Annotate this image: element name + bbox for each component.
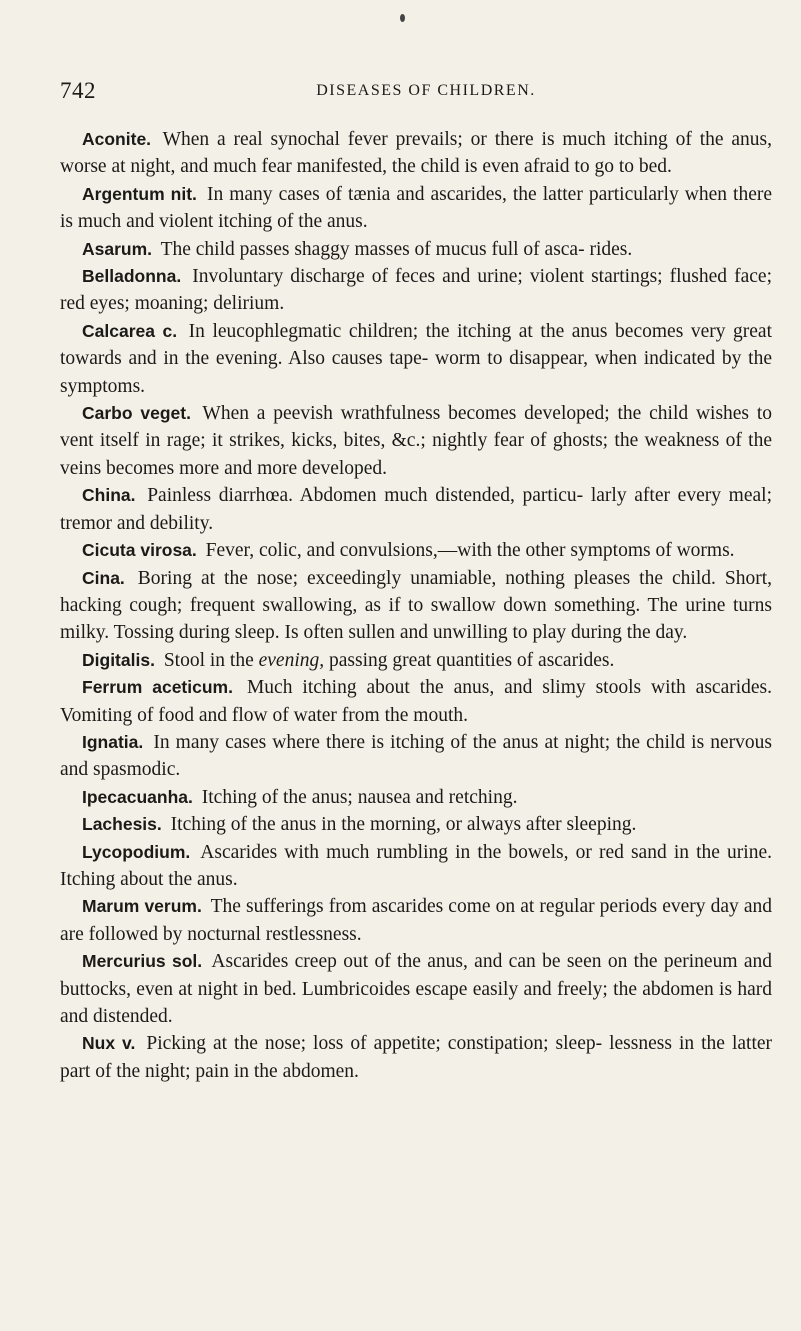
remedy-list [60,126,772,1085]
remedy-name: Carbo veget. [82,403,191,424]
remedy-entry-calcarea-c [60,318,772,400]
remedy-name: Ferrum aceticum. [82,677,233,698]
remedy-description: Ascarides with much rumbling in the bowels, or red sand in the urine. Itching about the anus. [60,841,772,890]
book-page [60,78,772,1085]
remedy-entry-ipecacuanha [60,784,772,811]
remedy-description [164,650,615,671]
remedy-name: Cina. [82,567,125,588]
running-header [60,78,772,108]
remedy-name: Marum verum. [82,896,202,917]
remedy-description: Involuntary discharge of feces and urine; violent startings; flushed face; red eyes; moaning; delirium. [60,266,772,315]
remedy-description: When a real synochal fever prevails; or there is much itching of the anus, worse at night, and much fear manifested, the child is even afraid to go to bed. [60,129,772,178]
remedy-entry-ignatia [60,729,772,784]
remedy-entry-asarum [60,236,772,263]
remedy-name: Argentum nit. [82,183,197,204]
remedy-name: Lycopodium. [82,841,191,862]
remedy-entry-lycopodium [60,839,772,894]
remedy-entry-digitalis [60,647,772,674]
remedy-name: Lachesis. [82,814,162,835]
remedy-entry-argentum-nit [60,181,772,236]
remedy-entry-marum-verum [60,893,772,948]
remedy-name: China. [82,485,136,506]
remedy-description: Itching of the anus in the morning, or always after sleeping. [170,814,637,836]
printing-speck [400,14,405,22]
remedy-name: Nux v. [82,1033,136,1054]
remedy-description: Much itching about the anus, and slimy stools with ascarides. Vomiting of food and flow of water from the mouth. [60,677,773,726]
remedy-name: Belladonna. [82,266,182,287]
description-emphasis: evening, [258,649,325,671]
remedy-description: Boring at the nose; exceedingly unamiable, nothing pleases the child. Short, hacking cough; frequent swallowing, as if to swallow down something. The urine turns milky. Tossing during sleep. Is often sullen and unwilling to play during the day. [60,567,772,644]
remedy-description: The sufferings from ascarides come on at regular periods every day and are followed by nocturnal restlessness. [60,896,772,945]
remedy-name: Cicuta virosa. [82,540,197,561]
remedy-entry-nux-v [60,1030,772,1085]
remedy-name: Aconite. [82,129,152,149]
remedy-name: Digitalis. [82,649,155,670]
remedy-description: When a peevish wrathfulness becomes developed; the child wishes to vent itself in rage; it strikes, kicks, bites, &c.; nightly fear of ghosts; the weakness of the veins becomes more and more developed. [60,403,773,479]
remedy-entry-aconite [60,126,772,181]
remedy-description: In leucophlegmatic children; the itching at the anus becomes very great towards and in the evening. Also causes tape- worm to disappear, when indicated by the symptoms. [60,320,772,397]
remedy-name: Ignatia. [82,731,144,752]
remedy-entry-cicuta-virosa [60,537,772,564]
remedy-entry-belladonna [60,263,772,318]
description-part: passing great quantities of ascarides. [324,649,615,671]
page-title: DISEASES OF CHILDREN. [316,82,536,99]
remedy-name: Calcarea c. [82,320,178,341]
remedy-description: Ascarides creep out of the anus, and can be seen on the perineum and buttocks, even at night in bed. Lumbricoides escape easily and freely; the abdomen is hard and distended. [60,951,772,1027]
remedy-description: Painless diarrhœa. Abdomen much distended, particu- larly after every meal; tremor and debility. [60,485,772,534]
remedy-name: Ipecacuanha. [82,786,193,807]
page-number: 742 [60,78,96,103]
remedy-description: Itching of the anus; nausea and retching. [201,786,518,808]
remedy-entry-cina [60,565,772,647]
remedy-entry-ferrum-aceticum [60,674,772,729]
description-part: Stool in the [163,649,259,671]
remedy-description: Fever, colic, and convulsions,—with the other symptoms of worms. [205,540,735,562]
remedy-entry-carbo-veget [60,400,772,482]
remedy-description: The child passes shaggy masses of mucus full of asca- rides. [160,238,633,260]
remedy-name: Mercurius sol. [82,951,203,972]
remedy-entry-china [60,482,772,537]
remedy-entry-mercurius-sol [60,948,772,1030]
remedy-description: In many cases of tænia and ascarides, the latter particularly when there is much and violent itching of the anus. [60,183,772,233]
remedy-name: Asarum. [82,238,153,259]
remedy-entry-lachesis [60,811,772,838]
remedy-description: In many cases where there is itching of the anus at night; the child is nervous and spasmodic. [60,731,772,781]
remedy-description: Picking at the nose; loss of appetite; constipation; sleep- lessness in the latter part of the night; pain in the abdomen. [60,1033,773,1082]
